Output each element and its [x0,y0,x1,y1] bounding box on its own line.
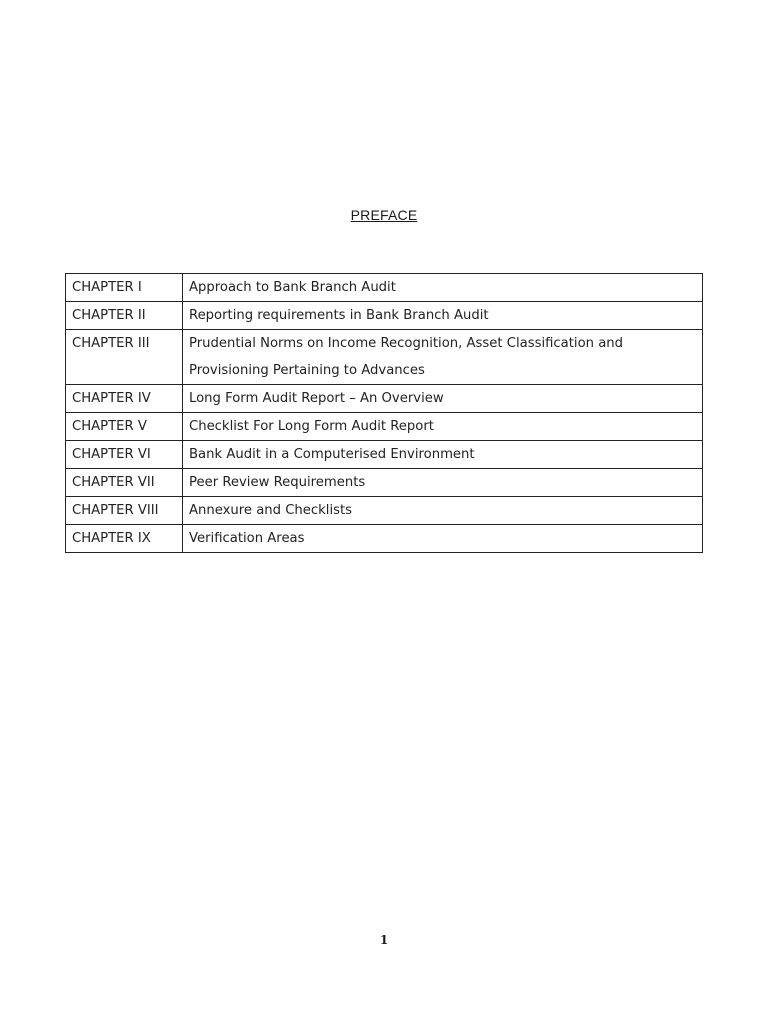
page-title: PREFACE [350,207,418,223]
table-row [66,497,703,525]
table-of-contents [65,273,703,553]
table-row [66,525,703,553]
chapter-number: CHAPTER IX [66,525,183,553]
chapter-number: CHAPTER VIII [66,497,183,525]
chapter-title: Checklist For Long Form Audit Report [183,413,703,441]
table-row [66,469,703,497]
page-number: 1 [379,933,389,947]
chapter-title: Bank Audit in a Computerised Environment [183,441,703,469]
chapter-title: Approach to Bank Branch Audit [183,274,703,302]
chapter-number: CHAPTER III [66,330,183,385]
chapter-title: Reporting requirements in Bank Branch Audit [183,302,703,330]
chapter-number: CHAPTER I [66,274,183,302]
table-row [66,274,703,302]
table-row [66,385,703,413]
chapter-number: CHAPTER V [66,413,183,441]
table-row [66,413,703,441]
chapter-title: Peer Review Requirements [183,469,703,497]
chapter-title: Verification Areas [183,525,703,553]
chapter-title: Annexure and Checklists [183,497,703,525]
chapter-number: CHAPTER VII [66,469,183,497]
chapter-title: Long Form Audit Report – An Overview [183,385,703,413]
chapter-title: Prudential Norms on Income Recognition, Asset Classification and Provisioning Pertaining to Advances [183,330,703,385]
chapter-number: CHAPTER VI [66,441,183,469]
table-row [66,441,703,469]
chapter-number: CHAPTER IV [66,385,183,413]
table-row [66,330,703,385]
chapter-number: CHAPTER II [66,302,183,330]
table-row [66,302,703,330]
